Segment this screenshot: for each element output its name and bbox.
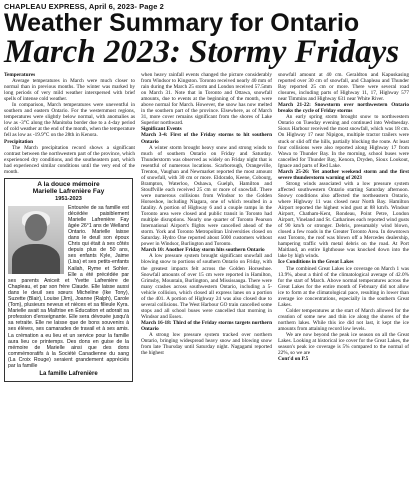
paragraph: A winter storm brought heavy snow and strong winds to much of southern Ontario on Friday and Saturday. Thunderstorm was observed as widely on Friday night that is resentful of numerous locations. Scarborough, Orangeville, Trenton, Vaughan and Newmarket reported the most amount of snowfall, with 30 cm or more. Eldorado, Keene, Cobourg, Brampton, Waterloo, Oshawa, Guelph, Hamilton and Stouffville each received 25 cm or more of snowfall. There were numerous collisions from Windsor to the Golden Horseshoe, including Niagara, one of which resulted in a fatality. A portion of Highway 6 and a couple ramps in the Toronto area were closed and public transit in Toronto had multiple disruptions. Nearly one quarter of Toronto Pearson International Airport's flights were cancelled ahead of the storm. York and Toronto Metropolitan Universities closed on Saturday. Hydro One reported about 5000 customers without power in Windsor, Burlington and Toronto. — [141, 144, 272, 248]
obituary-title: A la douce mémoire — [37, 180, 100, 188]
paragraph: An early spring storm brought snow to northwestern Ontario on Tuesday evening and continued into Wednesday. Sioux Harbour received the most snowfall, which was 18 cm. On Highway 17 near Nipigon, multiple tractor trailers were stuck or slid off the hills, partially blocking the route. At least four collisions were also reported along Highway 17 from Wawa to Thunder Bay. In the morning, school buses were cancelled for Thunder Bay, Kenora, Dryden, Sioux Lookout, Ignace and parts of Red Lake. — [278, 114, 409, 169]
obituary-signature: La famille Lafrenière — [39, 371, 98, 378]
column-2 — [141, 72, 272, 385]
paragraph: In comparison, March temperatures were uneventful in southern and eastern Ontario. For the westernmost regions, temperatures were slightly below normal, with anomalies as low as -3°C along the Manitoba border due to a 4-day period of cold weather at the end of the month, when the temperature fell as low as -19.9°C on the 28th in Kenora. — [4, 102, 135, 139]
obituary-dates: 1951-2023 — [55, 195, 82, 202]
column-1 — [4, 72, 135, 385]
continued-note: Cont'd on P.5 — [278, 356, 309, 363]
section-heading-significant-events: Significant Events — [141, 126, 182, 133]
event-heading-march-10: March 10: Another Friday storm hits southern Ontario — [141, 247, 265, 254]
paragraph: Colder temperatures at the start of March allowed for the creation of some new and thin ice along the shores of the northern lakes. While this ice did not last, it kept the ice amounts from attaining record low levels. — [278, 307, 409, 332]
event-heading-march-16-18: March 16-18: Third of the Friday storms targets northern Ontario — [141, 319, 272, 332]
paragraph: We are now beyond the peak ice season on all the Great Lakes. Looking at historical ice cover for the Great Lakes, the season's peak ice coverage is 5% compared to the normal of 22%, so we are — [278, 332, 409, 357]
paragraph: when heavy rainfall events changed the picture considerably from Windsor to Kingston. Toronto received nearly 40 mm of rain during the March 25 storm and London received 57.5mm on March 31. Note that in Toronto and Ottawa, snowfall amounts, due to events at the beginning of the month, were above normal for March. However, the snow has now melted in the southern part of the province. Elsewhere, as of March 31, more cover remains significant from the shores of Lake Superior northward. — [141, 72, 272, 127]
event-heading-march-25-26: March 25-26: Yet another weekend storm and the first severe thunderstorm warning of 2023 — [278, 168, 409, 181]
paragraph: Strong winds associated with a low pressure system affected southwestern Ontario starting Saturday afternoon. Snowy conditions also affected the northeastern Ontario, where Highway 11 was closed near North Bay. Hamilton Airport reported the highest wind gust at 88 km/h. Windsor Airport, Chatham-Kent, Rondeau, Point Petre, London Airport, Vineland and St. Catharines each reported wind gusts of 90 km/h or stronger. Debris, presumably wind blown, closed a few roads in the Greater Toronto Area. In downtown east Toronto, the roof was blown off a Mercedes dealership, hampering traffic with metal debris on the road. At Port Maitland, an entire lighthouse was knocked down into the lake by high winds. — [278, 180, 409, 260]
paragraph: Average temperatures in March were much closer to normal than in previous months. The winter was marked by long periods of very mild weather interspersed with brief spells of intense cold weather. — [4, 78, 135, 103]
paragraph: snowfall amount at 40 cm. Geraldton and Kapuskasing reported over 30 cm of snowfall, and Chapleau and Thunder Bay reported 25 cm or more. There were several road closures, including parts of Highway 11, 17, Highway 577 near Timmins and Highway 631 near White River. — [278, 72, 409, 103]
paragraph: The March precipitation record shows a significant contrast between the northwestern part of the province, which experienced dry conditions, and the southeastern part, which had experienced similar conditions until the very end of the month. — [4, 144, 135, 175]
column-3 — [278, 72, 409, 385]
article-columns — [4, 72, 411, 385]
running-head: CHAPLEAU EXPRESS, April 6, 2023- Page 2 — [4, 2, 164, 11]
section-heading-precipitation: Precipitation — [4, 138, 34, 145]
obituary-box — [4, 178, 133, 382]
headline: Weather Summary for Ontario — [4, 9, 360, 37]
event-heading-march-3-4: March 3-4: First of the Friday storms to hit southern Ontario — [141, 132, 272, 145]
subheadline: March 2023: Stormy Fridays — [4, 34, 400, 70]
event-heading-march-21-22: March 21-22: Snowstorm over northwestern Ontario breaks the cycle of Friday storms — [278, 102, 409, 115]
portrait-photo — [8, 206, 64, 274]
obituary-text: Entourée de sa famille est décédée paisiblement Marielle Lafrenière Fay âgée 26°1 ans de Welland Ontario. Marielle laisse dans le deuil son époux Chris qui était à ses côtés depuis plus de 50 ans, ses enfants Kyle, Jaime (Lisa) et ses petits-enfants Kailah, Ryme et Sohler. Elle a été précédée par ses parents Aniceit et Yvette Lafrenière de Chapleau, et par son frère Claude. Elle laisse aussi dans le deuil ses sœurs Micheline (Ike Tony), Suzette (Blair), Louise (Jim), Joanne (Ralph), Carole (Tom), plusieurs neveux et nièces et sa filleule Kyra. Marielle avait sa Maîtrise en Éducation et adorait sa profession d'enseignante. Elle sera dévouée jusqu'à sa retraite. Elle ne laisse que de bons souvenirs à ses élèves, ses camarades de travail et à ses amis. La crémation a eu lieu et un service pour la famille aura lieu ce printemps. Des dons en guise de la mémoire de Marielle ainsi que des dons commémoratifs à la Société Canadienne du sang (La Croix Rouge) seraient grandement appréciés par la famille — [8, 204, 129, 370]
section-heading-temperatures: Temperatures — [4, 72, 36, 78]
paragraph: A low pressure system brought significant snowfall and blowing snow to portions of southern Ontario on Friday, with the greatest impacts felt across the Golden Horseshoe. Snowfall amounts of over 15 cm were reported in Hamilton, Grimsby, Mountain, Burlington, and Mississauga. There were many crashes across southwestern Ontario, including a 5-vehicle collision, which closed all express lanes on a portion of the 401. A portion of Highway 24 was also closed due to several collisions. The West Harbour GO train cancelled some stops and all school buses were cancelled that morning in Windsor and Essex. — [141, 253, 272, 320]
paragraph: A strong low pressure system tracked over northern Ontario, bringing widespread heavy snow and blowing snow from late Thursday until Saturday night. Nagagami reported the highest — [141, 332, 272, 357]
section-heading-ice-conditions: Ice Conditions in the Great Lakes — [278, 259, 354, 266]
paragraph: The combined Great Lakes ice coverage on March 1 was 13.9%, about a third of the climatological average of 42.0% for the start of March. Above normal temperatures across the Great Lakes for the entire month of February did not allow ice to form at the climatological pace, resulting in lower than average ice concentrations, especially in the southern Great Lakes. — [278, 265, 409, 308]
obituary-name: Marielle Lafrenière Fay — [32, 188, 105, 196]
